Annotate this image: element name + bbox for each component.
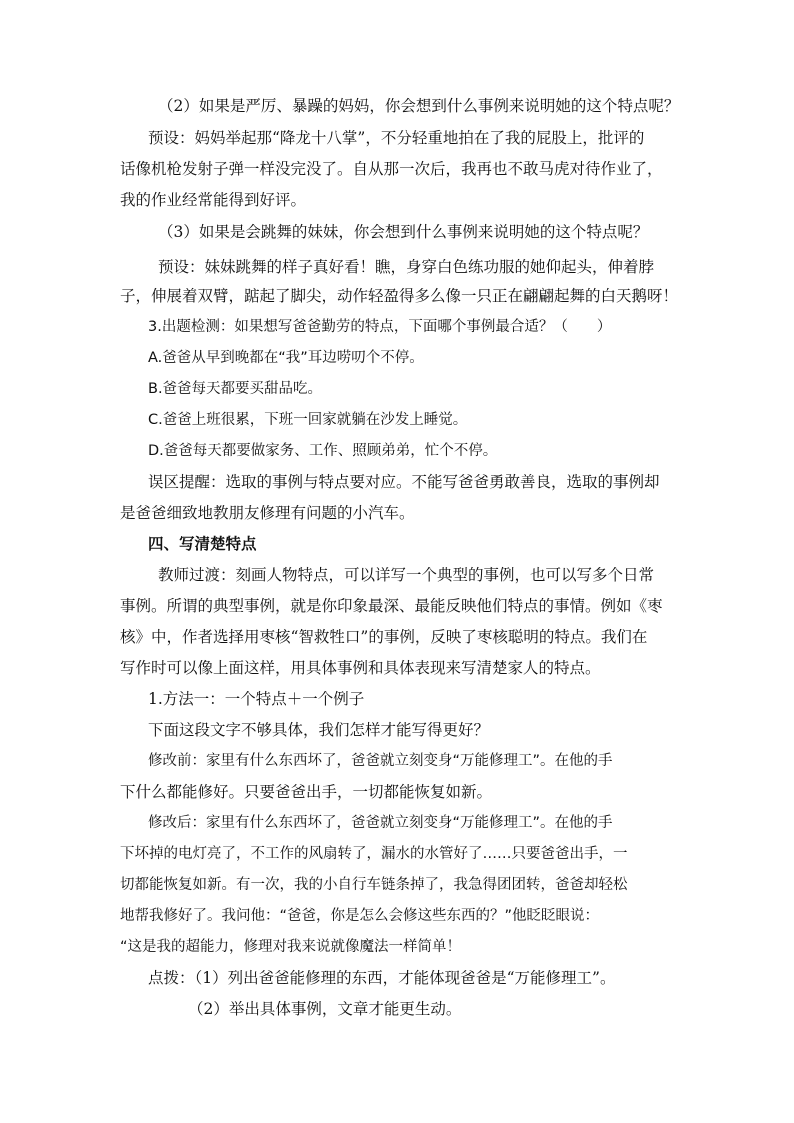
mistake-reminder-line-1: 误区提醒：选取的事例与特点要对应。不能写爸爸勇敢善良，选取的事例却 [148, 473, 660, 491]
mistake-reminder-line-2: 是爸爸细致地教朋友修理有问题的小汽车。 [120, 504, 415, 522]
teacher-transition-line-2: 事例。所谓的典型事例，就是你印象最深、最能反映他们特点的事情。例如《枣 [120, 597, 663, 615]
method-prompt: 下面这段文字不够具体，我们怎样才能写得更好？ [148, 721, 490, 739]
after-revision-line-1: 修改后：家里有什么东西坏了，爸爸就立刻变身“万能修理工”。在他的手 [148, 815, 613, 831]
preset-answer-3-line-1: 预设：妹妹跳舞的样子真好看！瞧，身穿白色练功服的她仰起头，伸着脖 [158, 258, 655, 276]
quiz-option-d: D.爸爸每天都要做家务、工作、照顾弟弟，忙个不停。 [148, 443, 498, 459]
after-revision-line-3: 切都能恢复如新。有一次，我的小自行车链条掉了，我急得团团转，爸爸却轻松 [120, 877, 628, 893]
quiz-option-a: A.爸爸从早到晚都在“我”耳边唠叨个不停。 [148, 350, 424, 366]
method-one-title: 1.方法一：一个特点＋一个例子 [148, 690, 365, 708]
quiz-option-b: B.爸爸每天都要买甜品吃。 [148, 381, 323, 397]
question-3-text: （3）如果是会跳舞的妹妹，你会想到什么事例来说明她的这个特点呢？ [158, 223, 649, 241]
teacher-transition-line-1: 教师过渡：刻画人物特点，可以详写一个典型的事例，也可以写多个日常 [158, 566, 655, 584]
section-heading: 四、写清楚特点 [148, 534, 257, 553]
quiz-option-c: C.爸爸上班很累，下班一回家就躺在沙发上睡觉。 [148, 412, 468, 428]
hint-point-1: 点拨：（1）列出爸爸能修理的东西，才能体现爸爸是“万能修理工”。 [148, 969, 616, 987]
after-revision-line-2: 下坏掉的电灯亮了，不工作的风扇转了，漏水的水管好了……只要爸爸出手，一 [120, 846, 628, 862]
hint-point-2: （2）举出具体事例，文章才能更生动。 [188, 1000, 462, 1018]
after-revision-line-5: “这是我的超能力，修理对我来说就像魔法一样简单！ [120, 939, 462, 955]
teacher-transition-line-4: 写作时可以像上面这样，用具体事例和具体表现来写清楚家人的特点。 [120, 659, 601, 677]
quiz-question: 3.出题检测：如果想写爸爸勤劳的特点，下面哪个事例最合适？（ ） [148, 319, 612, 335]
preset-answer-2-line-3: 我的作业经常能得到好评。 [120, 191, 307, 209]
before-revision-line-1: 修改前：家里有什么东西坏了，爸爸就立刻变身“万能修理工”。在他的手 [148, 753, 613, 769]
question-2-text: （2）如果是严厉、暴躁的妈妈，你会想到什么事例来说明她的这个特点呢？ [158, 97, 680, 115]
preset-answer-3-line-2: 子，伸展着双臂，踮起了脚尖，动作轻盈得多么像一只正在翩翩起舞的白天鹅呀！ [120, 287, 679, 305]
teacher-transition-line-3: 核》中，作者选择用枣核“智救牲口”的事例，反映了枣核聪明的特点。我们在 [120, 628, 648, 646]
before-revision-line-2: 下什么都能修好。只要爸爸出手，一切都能恢复如新。 [120, 783, 493, 801]
after-revision-line-4: 地帮我修好了。我问他：“爸爸，你是怎么会修这些东西的？”他眨眨眼说： [120, 908, 600, 924]
preset-answer-2-line-2: 话像机枪发射子弹一样没完没了。自从那一次后，我再也不敢马虎对待作业了， [120, 160, 663, 178]
preset-answer-2-line-1: 预设：妈妈举起那“降龙十八掌”，不分轻重地拍在了我的屁股上，批评的 [148, 129, 645, 147]
